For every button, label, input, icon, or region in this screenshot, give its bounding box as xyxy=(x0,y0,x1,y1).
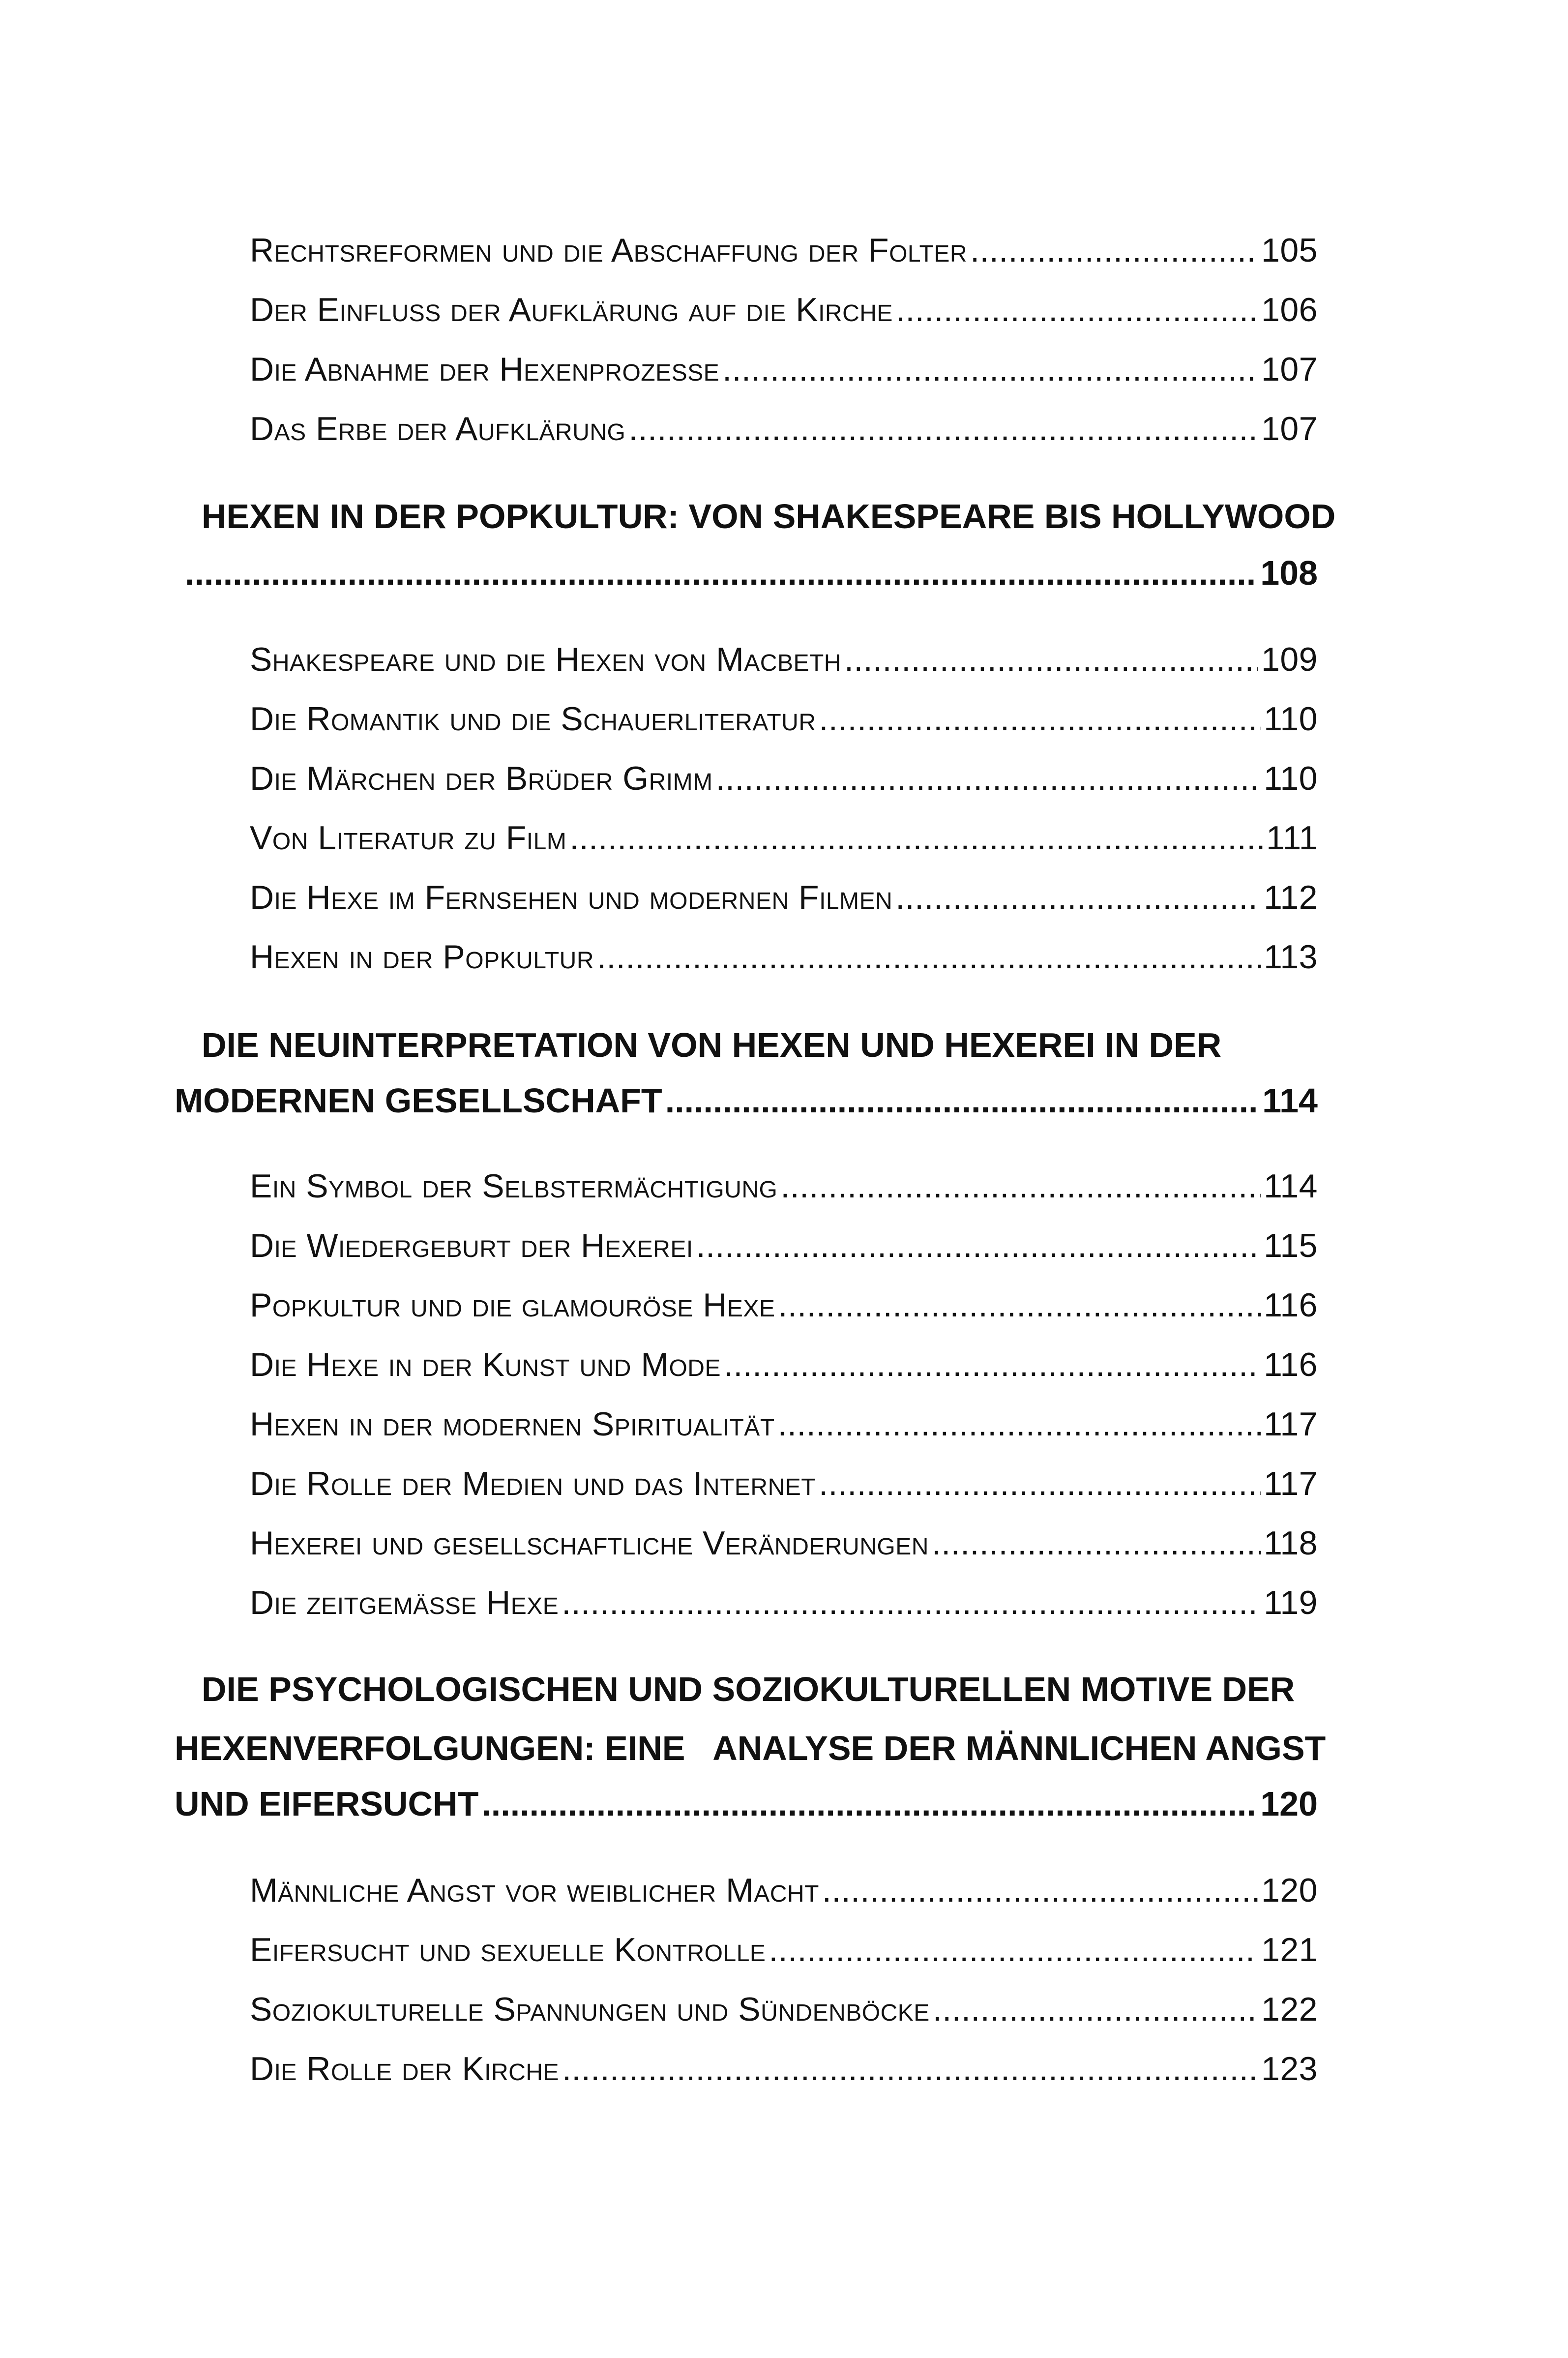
toc-entry-title: Die Hexe in der Kunst und Mode xyxy=(250,1346,721,1383)
toc-entry-page: 106 xyxy=(1261,291,1318,328)
toc-entry[interactable] xyxy=(250,700,1318,754)
toc-entry-title: Die Romantik und die Schauerliteratur xyxy=(250,700,816,738)
toc-entry[interactable] xyxy=(250,1931,1318,1985)
toc-chapter-page: 114 xyxy=(1262,1081,1318,1120)
toc-entry[interactable] xyxy=(250,1464,1318,1519)
dot-leader xyxy=(895,878,1261,917)
toc-entry[interactable] xyxy=(250,1286,1318,1340)
toc-entry-page: 110 xyxy=(1264,760,1318,797)
toc-entry-page: 107 xyxy=(1261,410,1318,448)
dot-leader xyxy=(481,1784,1257,1823)
toc-entry-title: Hexerei und gesellschaftliche Veränderungen xyxy=(250,1524,929,1562)
toc-entry-title: Die zeitgemäße Hexe xyxy=(250,1584,559,1621)
toc-entry-title: Das Erbe der Aufklärung xyxy=(250,410,626,448)
toc-entry-title: Shakespeare und die Hexen von Macbeth xyxy=(250,641,841,678)
toc-entry-page: 114 xyxy=(1264,1167,1318,1205)
dot-leader xyxy=(185,553,1257,593)
dot-leader xyxy=(780,1167,1261,1205)
toc-chapter-title[interactable]: HEXEN IN DER POPKULTUR: VON SHAKESPEARE BIS HOLLYWOOD xyxy=(202,497,1336,536)
dot-leader xyxy=(778,1405,1261,1443)
toc-entry-page: 105 xyxy=(1261,232,1318,269)
toc-chapter-leader-line[interactable] xyxy=(175,1784,1318,1843)
toc-entry[interactable] xyxy=(250,819,1318,873)
toc-entry[interactable] xyxy=(250,1990,1318,2044)
toc-chapter-title-cont: UND EIFERSUCHT xyxy=(175,1785,479,1823)
dot-leader xyxy=(696,1226,1261,1265)
toc-entry[interactable] xyxy=(250,1583,1318,1638)
dot-leader xyxy=(819,700,1261,738)
toc-entry[interactable] xyxy=(250,410,1318,464)
toc-entry[interactable] xyxy=(250,1405,1318,1459)
toc-entry-page: 112 xyxy=(1264,879,1318,916)
toc-chapter-leader-line[interactable] xyxy=(182,553,1318,612)
toc-entry-page: 117 xyxy=(1264,1405,1318,1443)
dot-leader xyxy=(769,1931,1258,1969)
dot-leader xyxy=(970,231,1258,269)
toc-chapter-title[interactable]: DIE PSYCHOLOGISCHEN UND SOZIOKULTURELLEN MOTIVE DER xyxy=(202,1670,1295,1708)
dot-leader xyxy=(597,938,1261,976)
toc-entry-title: Hexen in der Popkultur xyxy=(250,938,594,976)
toc-entry-title: Eifersucht und sexuelle Kontrolle xyxy=(250,1931,766,1969)
toc-entry-title: Rechtsreformen und die Abschaffung der Folter xyxy=(250,232,968,269)
toc-entry-page: 115 xyxy=(1264,1227,1318,1264)
dot-leader xyxy=(933,1990,1258,2029)
dot-leader xyxy=(665,1081,1259,1120)
toc-chapter-title[interactable]: DIE NEUINTERPRETATION VON HEXEN UND HEXEREI IN DER xyxy=(202,1026,1222,1064)
toc-entry-page: 113 xyxy=(1264,938,1318,976)
toc-entry[interactable] xyxy=(250,1226,1318,1281)
dot-leader xyxy=(844,640,1258,679)
toc-chapter-title-cont: MODERNEN GESELLSCHAFT xyxy=(175,1081,662,1120)
dot-leader xyxy=(562,2050,1258,2088)
toc-entry[interactable] xyxy=(250,2050,1318,2104)
toc-entry-title: Die Märchen der Brüder Grimm xyxy=(250,760,713,797)
dot-leader xyxy=(822,1871,1258,1910)
toc-entry[interactable] xyxy=(250,938,1318,992)
toc-entry-title: Der Einfluss der Aufklärung auf die Kirche xyxy=(250,291,893,328)
toc-chapter-title-cont[interactable]: HEXENVERFOLGUNGEN: EINE ANALYSE DER MÄNNLICHEN ANGST xyxy=(175,1729,1326,1767)
toc-entry-page: 120 xyxy=(1261,1872,1318,1909)
toc-entry-page: 116 xyxy=(1264,1346,1318,1383)
toc-chapter-page: 120 xyxy=(1260,1785,1318,1823)
toc-entry-title: Hexen in der modernen Spiritualität xyxy=(250,1405,775,1443)
dot-leader xyxy=(778,1286,1261,1324)
toc-entry[interactable] xyxy=(250,759,1318,813)
toc-entry[interactable] xyxy=(250,1345,1318,1400)
dot-leader xyxy=(896,291,1258,329)
dot-leader xyxy=(562,1583,1261,1622)
dot-leader xyxy=(819,1464,1261,1503)
toc-entry-page: 110 xyxy=(1264,700,1318,738)
toc-entry-title: Die Rolle der Medien und das Internet xyxy=(250,1465,816,1502)
dot-leader xyxy=(722,350,1258,388)
toc-chapter-page: 108 xyxy=(1260,554,1318,592)
toc-entry-page: 118 xyxy=(1264,1524,1318,1562)
toc-entry-page: 123 xyxy=(1261,2050,1318,2088)
toc-entry[interactable] xyxy=(250,291,1318,345)
toc-entry-page: 111 xyxy=(1266,819,1318,857)
dot-leader xyxy=(932,1524,1261,1562)
toc-entry-page: 109 xyxy=(1261,641,1318,678)
toc-entry[interactable] xyxy=(250,350,1318,404)
toc-entry-title: Von Literatur zu Film xyxy=(250,819,567,857)
toc-entry-title: Die Rolle der Kirche xyxy=(250,2050,560,2088)
toc-entry[interactable] xyxy=(250,1167,1318,1221)
dot-leader xyxy=(628,410,1258,448)
toc-entry-page: 107 xyxy=(1261,351,1318,388)
toc-entry[interactable] xyxy=(250,231,1318,285)
toc-entry-page: 119 xyxy=(1264,1584,1318,1621)
toc-entry-title: Die Wiedergeburt der Hexerei xyxy=(250,1227,693,1264)
toc-entry-title: Ein Symbol der Selbstermächtigung xyxy=(250,1167,778,1205)
toc-entry-page: 116 xyxy=(1264,1286,1318,1324)
dot-leader xyxy=(569,819,1263,857)
toc-entry[interactable] xyxy=(250,1524,1318,1578)
dot-leader xyxy=(724,1345,1261,1384)
toc-entry-title: Soziokulturelle Spannungen und Sündenböcke xyxy=(250,1991,930,2028)
toc-entry[interactable] xyxy=(250,1871,1318,1925)
dot-leader xyxy=(716,759,1261,798)
toc-entry-page: 117 xyxy=(1264,1465,1318,1502)
toc-entry[interactable] xyxy=(250,878,1318,932)
toc-chapter-leader-line[interactable] xyxy=(175,1081,1318,1140)
toc-entry[interactable] xyxy=(250,640,1318,694)
toc-entry-page: 121 xyxy=(1261,1931,1318,1969)
toc-entry-title: Männliche Angst vor weiblicher Macht xyxy=(250,1872,819,1909)
toc-entry-title: Popkultur und die glamouröse Hexe xyxy=(250,1286,775,1324)
toc-entry-title: Die Abnahme der Hexenprozesse xyxy=(250,351,720,388)
toc-entry-page: 122 xyxy=(1261,1991,1318,2028)
toc-entry-title: Die Hexe im Fernsehen und modernen Filmen xyxy=(250,879,893,916)
